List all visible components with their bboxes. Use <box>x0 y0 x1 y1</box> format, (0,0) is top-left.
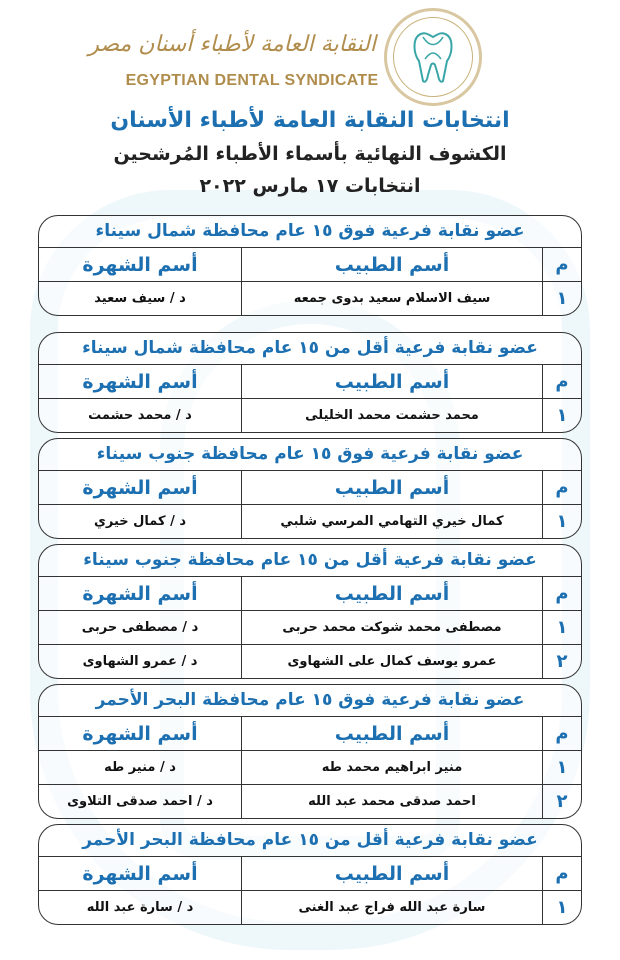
doctor-name: كمال خيري التهامي المرسي شلبي <box>241 505 542 538</box>
row-number: ١ <box>542 891 581 924</box>
candidates-table <box>38 684 582 819</box>
syndicate-seal-logo <box>384 8 482 106</box>
candidates-table <box>38 824 582 925</box>
candidates-table <box>38 544 582 679</box>
doctor-name: احمد صدقى محمد عبد الله <box>241 785 542 818</box>
table-header-row <box>39 717 581 750</box>
table-row <box>39 398 581 432</box>
header-number: م <box>542 577 581 610</box>
candidates-table <box>38 438 582 539</box>
known-as: د / مصطفى حربى <box>81 620 199 635</box>
header-known-as: أسم الشهرة <box>82 476 198 499</box>
header-known-as: أسم الشهرة <box>82 582 198 605</box>
doctor-name: سارة عبد الله فراج عبد الغنى <box>241 891 542 924</box>
candidates-table <box>38 215 582 316</box>
table-header-row <box>39 857 581 890</box>
table-header-row <box>39 248 581 281</box>
known-as: د / كمال خيري <box>93 514 187 529</box>
table-row <box>39 784 581 818</box>
row-number: ١ <box>542 751 581 784</box>
election-date: انتخابات ١٧ مارس ٢٠٢٢ <box>199 175 421 197</box>
table-row <box>39 750 581 784</box>
known-as: د / احمد صدقى التلاوى <box>67 794 213 809</box>
row-number: ٢ <box>542 645 581 678</box>
header-number: م <box>542 857 581 890</box>
row-number: ١ <box>542 282 581 315</box>
header-known-as: أسم الشهرة <box>82 722 198 745</box>
table-row <box>39 890 581 924</box>
known-as: د / عمرو الشهاوى <box>82 654 198 669</box>
doctor-name: مصطفى محمد شوكت محمد حربى <box>241 611 542 644</box>
header-doctor-name: أسم الطبيب <box>241 717 542 750</box>
doctor-name: عمرو يوسف كمال على الشهاوى <box>241 645 542 678</box>
page-title: انتخابات النقابة العامة لأطباء الأسنان <box>110 108 510 133</box>
doctor-name: منير ابراهيم محمد طه <box>241 751 542 784</box>
table-header-row <box>39 365 581 398</box>
table-title: عضو نقابة فرعية أقل من ١٥ عام محافظة البحر الأحمر <box>39 825 581 857</box>
page-subtitle: الكشوف النهائية بأسماء الأطباء المُرشحين <box>113 143 507 165</box>
header-known-as: أسم الشهرة <box>82 862 198 885</box>
table-header-row <box>39 577 581 610</box>
row-number: ١ <box>542 611 581 644</box>
row-number: ١ <box>542 399 581 432</box>
known-as: د / منير طه <box>104 760 176 775</box>
known-as: د / محمد حشمت <box>88 408 192 423</box>
doctor-name: سيف الاسلام سعيد بدوى جمعه <box>241 282 542 315</box>
row-number: ٢ <box>542 785 581 818</box>
header-doctor-name: أسم الطبيب <box>241 577 542 610</box>
header-number: م <box>542 717 581 750</box>
known-as: د / سارة عبد الله <box>86 900 194 915</box>
logo-english: EGYPTIAN DENTAL SYNDICATE <box>125 72 379 89</box>
header-known-as: أسم الشهرة <box>82 370 198 393</box>
table-row <box>39 610 581 644</box>
table-title: عضو نقابة فرعية أقل من ١٥ عام محافظة جنوب سيناء <box>39 545 581 577</box>
row-number: ١ <box>542 505 581 538</box>
header-known-as: أسم الشهرة <box>82 253 198 276</box>
header-number: م <box>542 248 581 281</box>
table-row <box>39 504 581 538</box>
header-doctor-name: أسم الطبيب <box>241 365 542 398</box>
header-number: م <box>542 365 581 398</box>
table-title: عضو نقابة فرعية أقل من ١٥ عام محافظة شمال سيناء <box>39 333 581 365</box>
candidates-table <box>38 332 582 433</box>
header-doctor-name: أسم الطبيب <box>241 857 542 890</box>
table-title: عضو نقابة فرعية فوق ١٥ عام محافظة شمال سيناء <box>39 216 581 248</box>
doctor-name: محمد حشمت محمد الخليلى <box>241 399 542 432</box>
known-as: د / سيف سعيد <box>94 291 186 306</box>
header-doctor-name: أسم الطبيب <box>241 471 542 504</box>
table-title: عضو نقابة فرعية فوق ١٥ عام محافظة جنوب سيناء <box>39 439 581 471</box>
header-doctor-name: أسم الطبيب <box>241 248 542 281</box>
table-row <box>39 281 581 315</box>
table-header-row <box>39 471 581 504</box>
header-number: م <box>542 471 581 504</box>
table-row <box>39 644 581 678</box>
logo-arabic: النقابة العامة لأطباء أسنان مصر <box>88 32 376 57</box>
table-title: عضو نقابة فرعية فوق ١٥ عام محافظة البحر الأحمر <box>39 685 581 717</box>
tooth-icon <box>411 29 455 85</box>
